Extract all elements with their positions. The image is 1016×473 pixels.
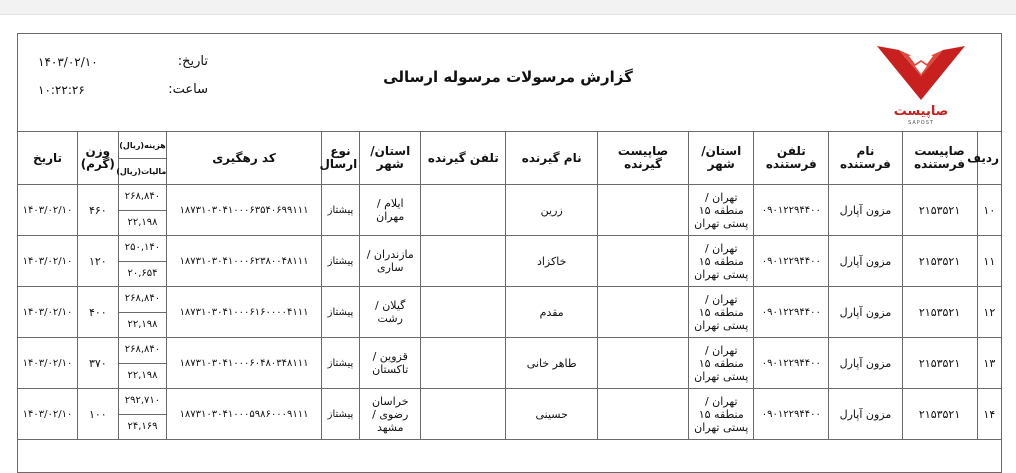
report-title: گزارش مرسولات مرسوله ارسالی	[383, 68, 633, 86]
cell-receiver-name: حسینی	[506, 389, 597, 440]
cell-weight: ۱۲۰	[78, 236, 119, 287]
report-meta	[38, 52, 208, 108]
cell-date: ۱۴۰۳/۰۲/۱۰	[18, 389, 78, 440]
cell-sender-phone: ۰۹۰۱۲۲۹۴۴۰۰	[754, 236, 829, 287]
cell-tax-value: ۲۲,۱۹۸	[119, 363, 167, 389]
cell-sender-name: مزون آپارل	[829, 287, 902, 338]
cell-receiver-code	[597, 287, 688, 338]
col-origin: استان/ شهر	[689, 132, 754, 185]
cell-sender-phone: ۰۹۰۱۲۲۹۴۴۰۰	[754, 338, 829, 389]
cell-destination: گیلان / رشت	[360, 287, 421, 338]
cell-cost-value: ۲۵۰,۱۴۰	[124, 242, 161, 253]
logo-subtext: SAPOST	[908, 120, 934, 126]
logo-wordmark: صاپیست	[893, 104, 949, 119]
col-cost	[118, 132, 167, 185]
time-label: ساعت:	[168, 82, 208, 97]
cell-tracking: ۱۸۷۳۱۰۳۰۴۱۰۰۰۵۹۸۶۰۰۰۹۱۱۱	[167, 389, 321, 440]
cell-weight: ۳۷۰	[78, 338, 119, 389]
cell-sender-code: ۲۱۵۳۵۲۱	[902, 338, 977, 389]
cell-origin: تهران / منطقه ۱۵ پستی تهران	[689, 389, 754, 440]
cell-destination: خراسان رضوی / مشهد	[360, 389, 421, 440]
col-cost-label: هزینه(ریال)	[119, 140, 166, 150]
cell-origin: تهران / منطقه ۱۵ پستی تهران	[689, 236, 754, 287]
col-row-no: ردیف	[977, 132, 1001, 185]
col-sender-phone: تلفن فرستنده	[754, 132, 829, 185]
cell-send-type: پیشتاز	[321, 389, 360, 440]
table-row	[18, 185, 1002, 236]
cell-sender-phone: ۰۹۰۱۲۲۹۴۴۰۰	[754, 287, 829, 338]
cell-receiver-name: طاهر خانی	[506, 338, 597, 389]
col-destination: استان/ شهر	[360, 132, 421, 185]
company-logo	[871, 42, 971, 128]
cell-sender-code: ۲۱۵۳۵۲۱	[902, 389, 977, 440]
time-row	[38, 80, 208, 108]
col-sender-name: نام فرستنده	[829, 132, 902, 185]
cell-cost	[118, 287, 167, 338]
cell-send-type: پیشتاز	[321, 185, 360, 236]
cell-receiver-phone	[421, 287, 506, 338]
cell-receiver-phone	[421, 389, 506, 440]
cell-receiver-name: خاکزاد	[506, 236, 597, 287]
col-send-type: نوع ارسال	[321, 132, 360, 185]
col-date: تاریخ	[18, 132, 78, 185]
col-tax-label: مالیات(ریال)	[119, 158, 167, 184]
cell-receiver-phone	[421, 236, 506, 287]
col-receiver-name: نام گیرنده	[506, 132, 597, 185]
cell-origin: تهران / منطقه ۱۵ پستی تهران	[689, 287, 754, 338]
cell-cost	[118, 185, 167, 236]
cell-row-no: ۱۱	[977, 236, 1001, 287]
cell-receiver-code	[597, 236, 688, 287]
cell-cost-value: ۲۶۸,۸۴۰	[124, 191, 161, 202]
cell-origin: تهران / منطقه ۱۵ پستی تهران	[689, 185, 754, 236]
col-receiver-code: صاپیست گیرنده	[597, 132, 688, 185]
report-header	[18, 34, 1001, 132]
cell-date: ۱۴۰۳/۰۲/۱۰	[18, 287, 78, 338]
cell-receiver-phone	[421, 338, 506, 389]
cell-destination: قزوین / تاکستان	[360, 338, 421, 389]
cell-receiver-name: زرین	[506, 185, 597, 236]
cell-cost-value: ۲۶۸,۸۴۰	[124, 293, 161, 304]
brand-wings-icon	[871, 42, 971, 104]
cell-receiver-name: مقدم	[506, 287, 597, 338]
cell-send-type: پیشتاز	[321, 236, 360, 287]
cell-date: ۱۴۰۳/۰۲/۱۰	[18, 236, 78, 287]
cell-sender-name: مزون آپارل	[829, 236, 902, 287]
cell-tax-value: ۲۲,۱۹۸	[119, 312, 167, 338]
cell-sender-name: مزون آپارل	[829, 185, 902, 236]
cell-sender-code: ۲۱۵۳۵۲۱	[902, 236, 977, 287]
table-row	[18, 338, 1002, 389]
cell-sender-name: مزون آپارل	[829, 389, 902, 440]
cell-sender-phone: ۰۹۰۱۲۲۹۴۴۰۰	[754, 185, 829, 236]
cell-date: ۱۴۰۳/۰۲/۱۰	[18, 338, 78, 389]
cell-origin: تهران / منطقه ۱۵ پستی تهران	[689, 338, 754, 389]
time-value: ۱۰:۲۲:۲۶	[38, 83, 85, 97]
cell-tracking: ۱۸۷۳۱۰۳۰۴۱۰۰۰۶۱۶۰۰۰۰۴۱۱۱	[167, 287, 321, 338]
cell-receiver-code	[597, 185, 688, 236]
cell-date: ۱۴۰۳/۰۲/۱۰	[18, 185, 78, 236]
cell-tracking: ۱۸۷۳۱۰۳۰۴۱۰۰۰۶۲۳۸۰۰۴۸۱۱۱	[167, 236, 321, 287]
cell-row-no: ۱۰	[977, 185, 1001, 236]
cell-receiver-code	[597, 389, 688, 440]
cell-weight: ۱۰۰	[78, 389, 119, 440]
date-value: ۱۴۰۳/۰۲/۱۰	[38, 55, 98, 69]
date-row	[38, 52, 208, 80]
cell-tax-value: ۲۴,۱۶۹	[119, 414, 167, 440]
cell-send-type: پیشتاز	[321, 287, 360, 338]
cell-send-type: پیشتاز	[321, 338, 360, 389]
cell-weight: ۴۰۰	[78, 287, 119, 338]
cell-destination: مازندران / ساری	[360, 236, 421, 287]
cell-cost-value: ۲۹۲,۷۱۰	[124, 395, 161, 406]
shipments-table	[17, 131, 1002, 440]
cell-destination: ایلام / مهران	[360, 185, 421, 236]
cell-sender-code: ۲۱۵۳۵۲۱	[902, 185, 977, 236]
table-row	[18, 287, 1002, 338]
cell-row-no: ۱۳	[977, 338, 1001, 389]
cell-tax-value: ۲۲,۱۹۸	[119, 210, 167, 236]
col-sender-code: صاپیست فرستنده	[902, 132, 977, 185]
cell-tracking: ۱۸۷۳۱۰۳۰۴۱۰۰۰۶۰۴۸۰۳۴۸۱۱۱	[167, 338, 321, 389]
col-receiver-phone: تلفن گیرنده	[421, 132, 506, 185]
table-row	[18, 236, 1002, 287]
cell-cost	[118, 236, 167, 287]
viewer-top-strip	[0, 0, 1016, 15]
cell-tax-value: ۲۰,۶۵۴	[119, 261, 167, 287]
cell-cost	[118, 338, 167, 389]
cell-row-no: ۱۴	[977, 389, 1001, 440]
col-tracking: کد رهگیری	[167, 132, 321, 185]
table-header-row	[18, 132, 1002, 185]
report-page	[17, 33, 1002, 473]
cell-sender-code: ۲۱۵۳۵۲۱	[902, 287, 977, 338]
table-row	[18, 389, 1002, 440]
cell-sender-name: مزون آپارل	[829, 338, 902, 389]
cell-tracking: ۱۸۷۳۱۰۳۰۴۱۰۰۰۶۳۵۴۰۶۹۹۱۱۱	[167, 185, 321, 236]
cell-receiver-code	[597, 338, 688, 389]
col-weight: وزن (گرم)	[78, 132, 119, 185]
cell-cost-value: ۲۶۸,۸۴۰	[124, 344, 161, 355]
cell-sender-phone: ۰۹۰۱۲۲۹۴۴۰۰	[754, 389, 829, 440]
cell-weight: ۴۶۰	[78, 185, 119, 236]
cell-receiver-phone	[421, 185, 506, 236]
date-label: تاریخ:	[177, 54, 208, 69]
cell-cost	[118, 389, 167, 440]
cell-row-no: ۱۲	[977, 287, 1001, 338]
